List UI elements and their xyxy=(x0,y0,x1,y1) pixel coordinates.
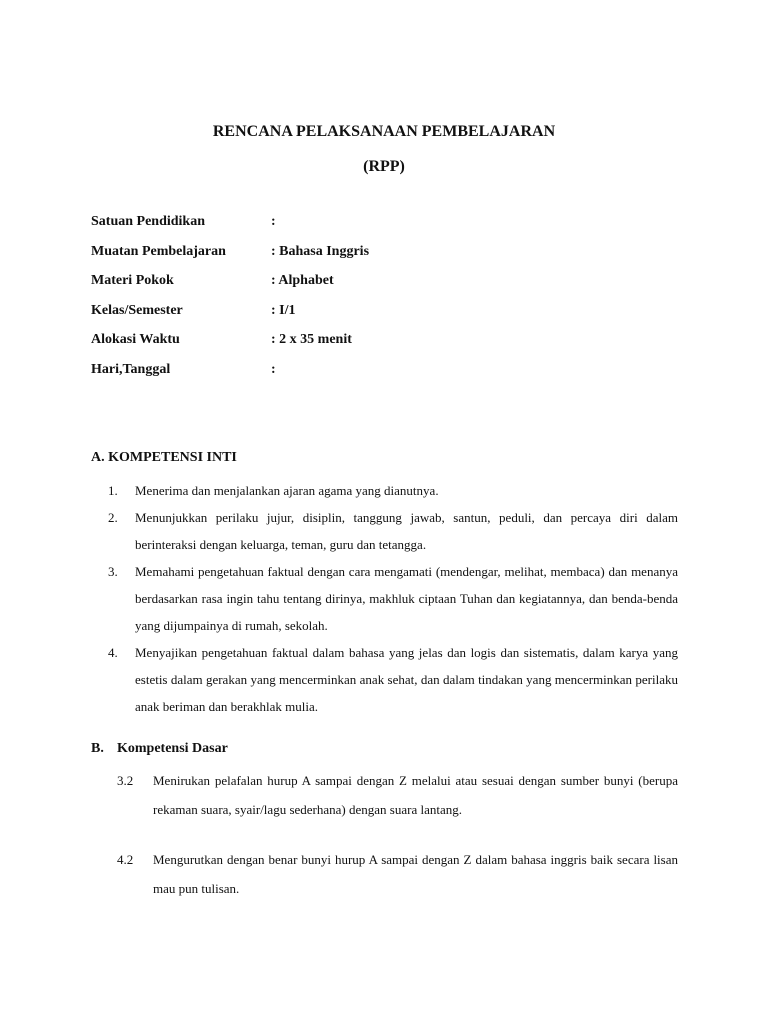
section-a-heading: A. KOMPETENSI INTI xyxy=(91,450,237,465)
info-label: Kelas/Semester xyxy=(91,302,183,318)
kompetensi-dasar-item xyxy=(117,766,678,824)
info-value: : Alphabet xyxy=(271,273,334,288)
info-value: : Bahasa Inggris xyxy=(271,243,370,259)
list-number: 2. xyxy=(108,510,118,525)
info-table xyxy=(91,214,691,391)
kd-text: Mengurutkan dengan benar bunyi hurup A sampai dengan Z dalam bahasa inggris baik secara lisan mau pun tulisan. xyxy=(153,852,678,896)
info-label: Hari,Tanggal xyxy=(91,361,171,377)
document-title: RENCANA PELAKSANAAN PEMBELAJARAN xyxy=(212,123,556,140)
list-number: 3. xyxy=(108,564,118,579)
section-b-letter: B. xyxy=(91,741,104,756)
list-item xyxy=(108,639,678,720)
list-item xyxy=(108,504,678,558)
info-row-alokasi xyxy=(91,332,691,362)
kompetensi-dasar-item xyxy=(117,845,678,903)
kompetensi-inti-list xyxy=(108,477,678,720)
info-value: : xyxy=(271,361,276,377)
info-row-muatan xyxy=(91,244,691,274)
list-text: Menunjukkan perilaku jujur, disiplin, tanggung jawab, santun, peduli, dan percaya diri dalam berinteraksi dengan keluarga, teman, guru dan tetangga. xyxy=(135,510,678,552)
section-b-heading xyxy=(91,741,228,757)
kd-number: 3.2 xyxy=(117,773,134,788)
info-value: : 2 x 35 menit xyxy=(271,332,352,347)
section-b-title: Kompetensi Dasar xyxy=(117,741,228,756)
list-item xyxy=(108,558,678,639)
info-value: : xyxy=(271,214,276,229)
info-row-kelas xyxy=(91,303,691,333)
info-value: : I/1 xyxy=(271,302,296,318)
list-text: Memahami pengetahuan faktual dengan cara mengamati (mendengar, melihat, membaca) dan menanya berdasarkan rasa ingin tahu tentang dirinya, makhluk ciptaan Tuhan dan kegiatannya, dan benda-benda yang dijumpainya di rumah, sekolah. xyxy=(135,564,678,633)
kd-text: Menirukan pelafalan hurup A sampai dengan Z melalui atau sesuai dengan sumber bunyi (berupa rekaman suara, syair/lagu sederhana) dengan suara lantang. xyxy=(153,773,678,817)
document-subtitle: (RPP) xyxy=(363,158,405,175)
list-text: Menerima dan menjalankan ajaran agama yang dianutnya. xyxy=(135,483,439,498)
info-label: Satuan Pendidikan xyxy=(91,214,205,229)
kd-number: 4.2 xyxy=(117,852,134,867)
info-label: Alokasi Waktu xyxy=(91,332,180,347)
list-number: 4. xyxy=(108,645,118,660)
list-item xyxy=(108,477,678,504)
list-text: Menyajikan pengetahuan faktual dalam bahasa yang jelas dan logis dan sistematis, dalam karya yang estetis dalam gerakan yang mencerminkan anak sehat, dan dalam tindakan yang mencerminkan perilaku anak beriman dan berakhlak mulia. xyxy=(135,645,678,714)
info-label: Muatan Pembelajaran xyxy=(91,243,226,259)
list-number: 1. xyxy=(108,483,118,498)
info-row-materi xyxy=(91,273,691,303)
info-row-satuan xyxy=(91,214,691,244)
info-row-hari xyxy=(91,362,691,392)
info-label: Materi Pokok xyxy=(91,273,174,288)
